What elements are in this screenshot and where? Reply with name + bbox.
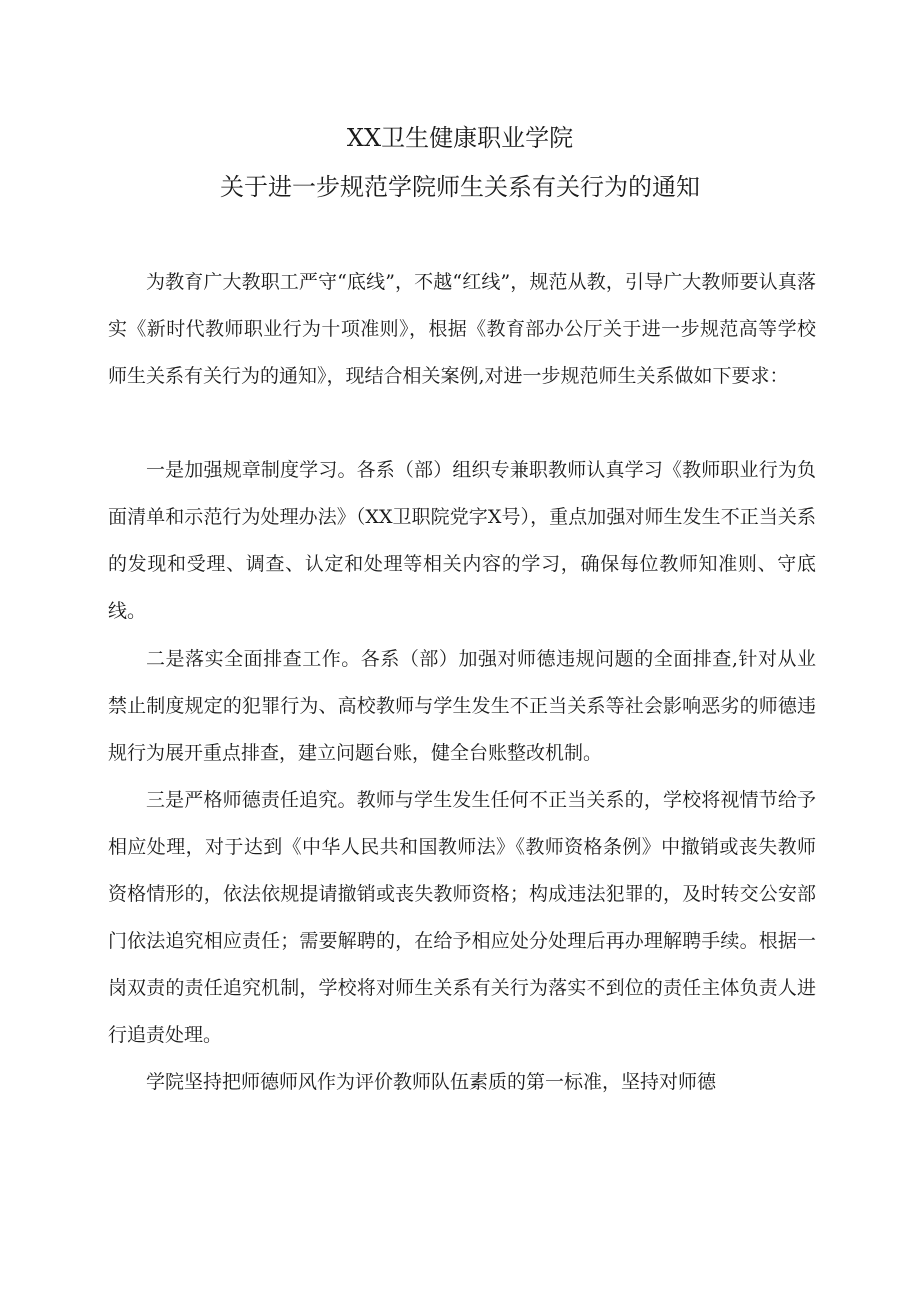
paragraph-item-2: 二是落实全面排查工作。各系（部）加强对师德违规问题的全面排查,针对从业禁止制度规定的犯罪行为、高校教师与学生发生不正当关系等社会影响恶劣的师德违规行为展开重点排查，建立问题台账，健全台账整改机制。 (108, 648, 816, 764)
paragraph-item-3: 三是严格师德责任追究。教师与学生发生任何不正当关系的，学校将视情节给予相应处理，对于达到《中华人民共和国教师法》《教师资格条例》中撤销或丧失教师资格情形的，依法依规提请撤销或丧失教师资格；构成违法犯罪的，及时转交公安部门依法追究相应责任；需要解聘的，在给予相应处分处理后再办理解聘手续。根据一岗双责的责任追究机制，学校将对师生关系有关行为落实不到位的责任主体负责人进行追责处理。 (108, 789, 816, 1046)
paragraph-item-1: 一是加强规章制度学习。各系（部）组织专兼职教师认真学习《教师职业行为负面清单和示范行为处理办法》（XX卫职院党字X号），重点加强对师生发生不正当关系的发现和受理、调查、认定和处理等相关内容的学习，确保每位教师知准则、守底线。 (108, 459, 816, 622)
paragraph-intro: 为教育广大教职工严守“底线”，不越“红线”，规范从教，引导广大教师要认真落实《新时代教师职业行为十项准则》，根据《教育部办公厅关于进一步规范高等学校师生关系有关行为的通知》，现结合相关案例,对进一步规范师生关系做如下要求： (108, 271, 816, 387)
paragraph-closing: 学院坚持把师德师风作为评价教师队伍素质的第一标准，坚持对师德 (146, 1071, 717, 1093)
document-title-school: XX卫生健康职业学院 (346, 124, 574, 152)
document-title-notice: 关于进一步规范学院师生关系有关行为的通知 (220, 173, 700, 201)
